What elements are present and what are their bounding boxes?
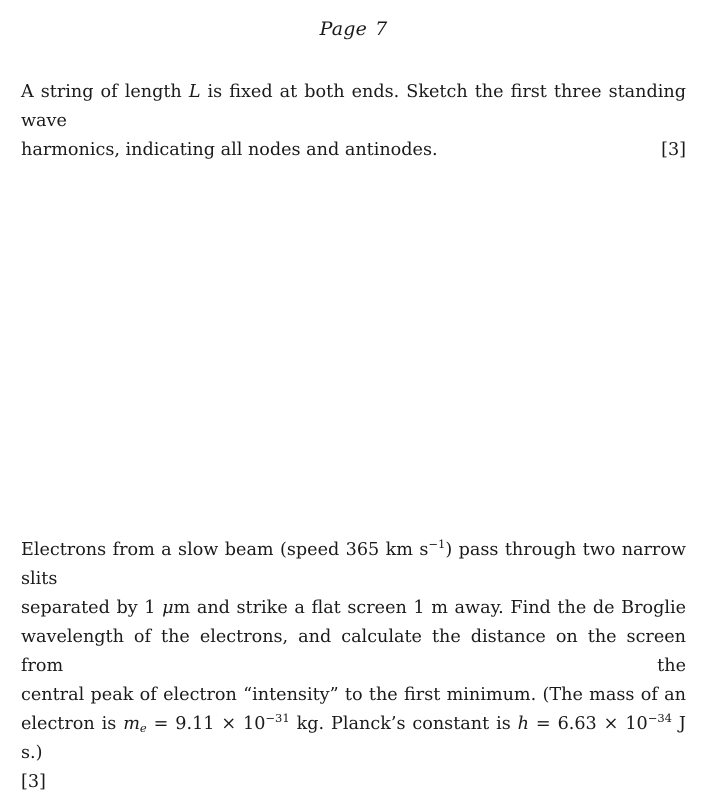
page-label: Page: [319, 18, 368, 40]
question-text: A string of length: [21, 82, 189, 102]
question-text: = 6.63 × 10: [529, 714, 648, 734]
math-variable: h: [517, 714, 529, 734]
question-line: wavelength of the electrons, and calculate the distance on the screen from the: [21, 627, 686, 676]
page-header: [0, 18, 707, 40]
marks-label: [3]: [661, 140, 686, 160]
question-text: Electrons from a slow beam (speed 365 km s: [21, 540, 429, 560]
math-symbol: μ: [162, 598, 174, 618]
exponent: −34: [647, 711, 672, 725]
subscript: e: [139, 721, 147, 735]
question-text: m and strike a flat screen 1 m away. Find the de Broglie: [173, 598, 687, 618]
question-electron-diffraction: [21, 536, 686, 797]
question-text: J s.): [21, 714, 686, 763]
math-variable: L: [188, 82, 201, 102]
question-text: kg. Planck’s constant is: [289, 714, 518, 734]
math-variable: m: [123, 714, 140, 734]
question-text: = 9.11 × 10: [146, 714, 266, 734]
exponent: −31: [265, 711, 290, 725]
question-line: [21, 78, 686, 136]
question-line: central peak of electron “intensity” to the first minimum. (The mass of an: [21, 685, 686, 705]
question-line: [21, 594, 686, 623]
question-text: ) pass through two narrow slits: [21, 540, 686, 589]
answer-space[interactable]: [21, 150, 686, 520]
page-number: 7: [375, 18, 388, 40]
question-line: [21, 710, 686, 768]
question-text: harmonics, indicating all nodes and antinodes.: [21, 140, 438, 160]
exponent: −1: [428, 537, 446, 551]
question-text: electron is: [21, 714, 124, 734]
marks-label: [3]: [21, 772, 46, 792]
question-line: [21, 536, 686, 594]
question-text: is fixed at both ends. Sketch the first three standing wave: [21, 82, 686, 131]
question-text: separated by 1: [21, 598, 163, 618]
